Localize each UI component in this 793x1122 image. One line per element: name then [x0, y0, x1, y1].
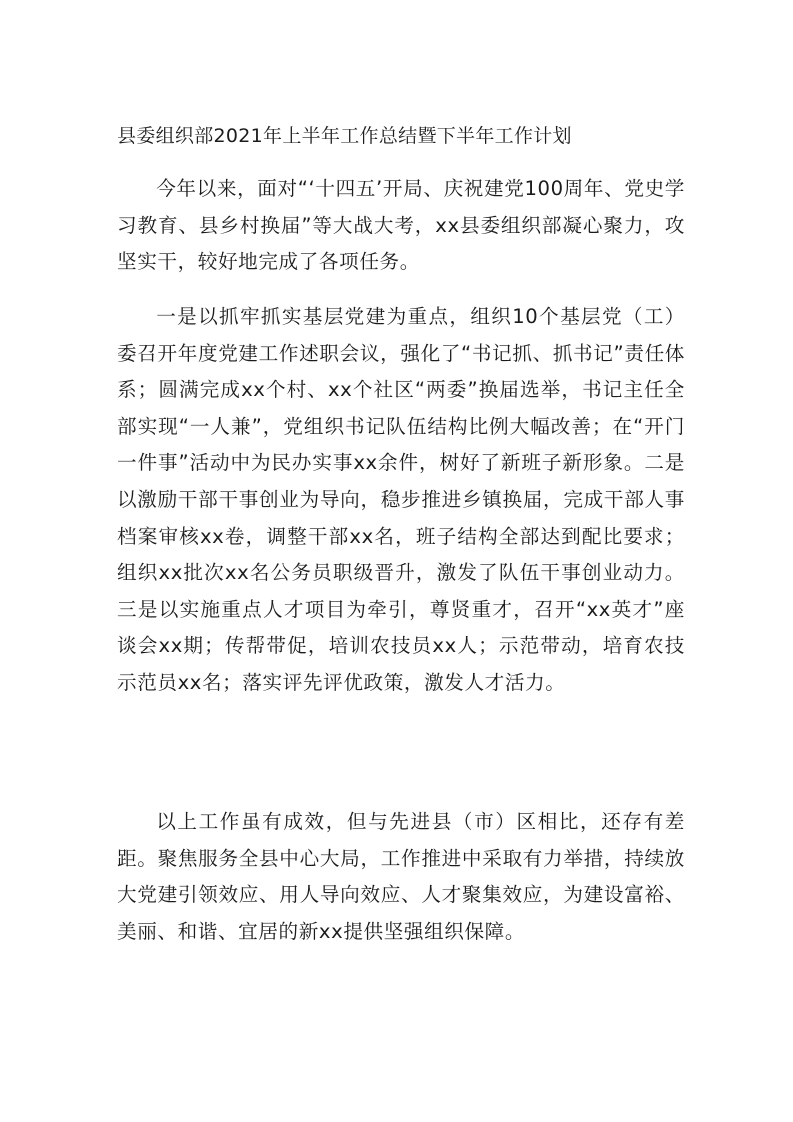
- paragraph-shortcomings-plan: 以上工作虽有成效，但与先进县（市）区相比，还存有差距。聚焦服务全县中心大局，工作推进中采取有力举措，持续放大党建引领效应、用人导向效应、人才聚集效应，为建设富裕、美丽、和谐、宜居的新xx提供坚强组织保障。: [117, 810, 685, 943]
- paragraph-achievements: 一是以抓牢抓实基层党建为重点，组织10个基层党（工）委召开年度党建工作述职会议，强化了“书记抓、抓书记”责任体系；圆满完成xx个村、xx个社区“两委”换届选举，书记主任全部实现“一人兼”，党组织书记队伍结构比例大幅改善；在“开门一件事”活动中为民办实事xx余件，树好了新班子新形象。二是以激励干部干事创业为导向，稳步推进乡镇换届，完成干部人事档案审核xx卷，调整干部xx名，班子结构全部达到配比要求；组织xx批次xx名公务员职级晋升，激发了队伍干事创业动力。三是以实施重点人才项目为牵引，尊贤重才，召开“xx英才”座谈会xx期；传帮带促，培训农技员xx人；示范带动，培育农技示范员xx名；落实评先评优政策，激发人才活力。: [117, 305, 685, 694]
- document-title: 县委组织部2021年上半年工作总结暨下半年工作计划: [117, 125, 572, 147]
- paragraph-intro: 今年以来，面对“‘十四五’开局、庆祝建党100周年、党史学习教育、县乡村换届”等大战大考，xx县委组织部凝心聚力，攻坚实干，较好地完成了各项任务。: [117, 177, 685, 274]
